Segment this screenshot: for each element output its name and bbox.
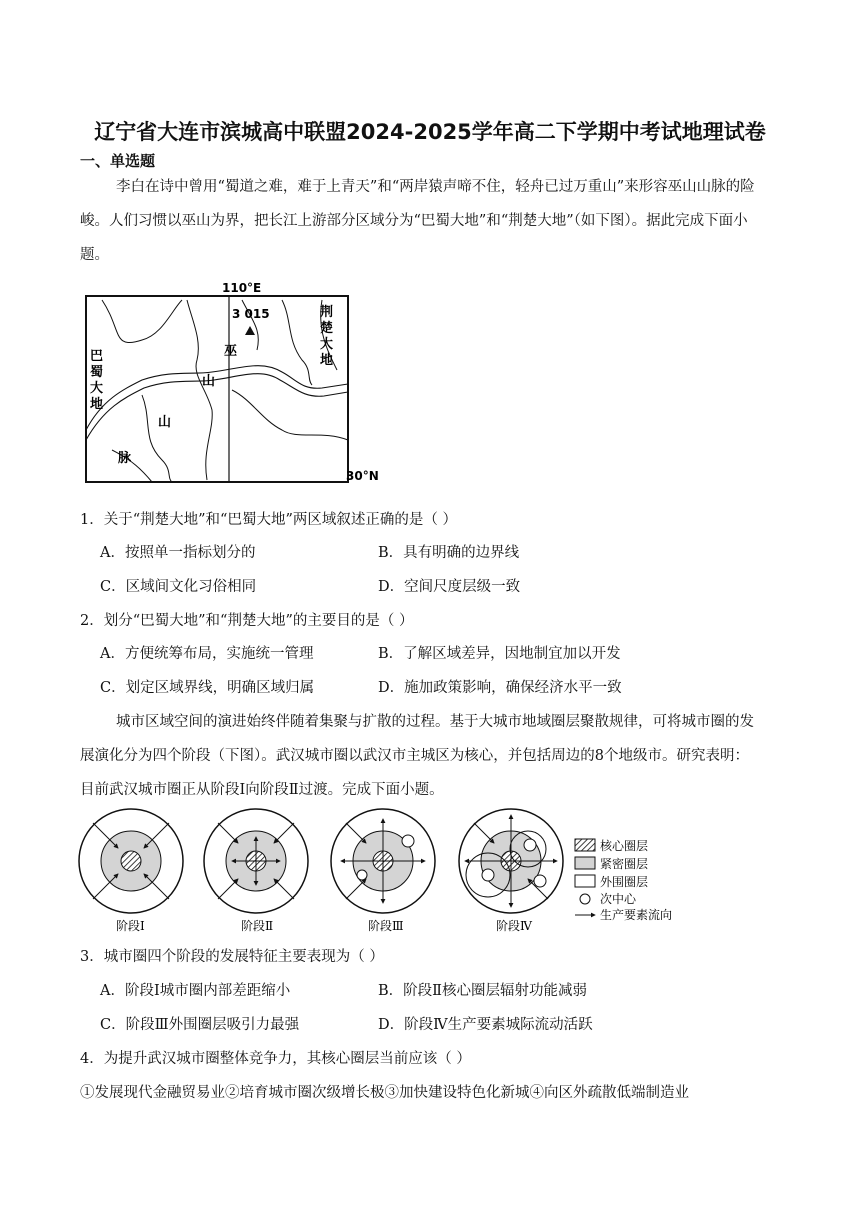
passage-2-line-2: 展演化分为四个阶段（下图）。武汉城市圈以武汉市主城区为核心，并包括周边的8个地级市。研究表明： bbox=[80, 748, 749, 764]
q2-option-d[interactable]: D．施加政策影响，确保经济水平一致 bbox=[378, 680, 622, 696]
q1-option-a[interactable]: A．按照单一指标划分的 bbox=[100, 545, 256, 561]
question-4-stem: 4．为提升武汉城市圈整体竞争力，其核心圈层当前应该（ ） bbox=[80, 1051, 471, 1067]
stage-3-diagram bbox=[331, 809, 435, 913]
stage-1-diagram bbox=[79, 809, 183, 913]
q2-option-b[interactable]: B．了解区域差异，因地制宜加以开发 bbox=[378, 646, 621, 662]
question-3-stem: 3．城市圈四个阶段的发展特征主要表现为（ ） bbox=[80, 949, 384, 965]
stage-4-label: 阶段Ⅳ bbox=[496, 919, 532, 933]
peak-label: 3 015 bbox=[232, 307, 270, 321]
svg-text:巴: 巴 bbox=[90, 349, 104, 364]
svg-text:大: 大 bbox=[90, 381, 104, 396]
stage-2-label: 阶段Ⅱ bbox=[241, 919, 274, 933]
lat-label: 30°N bbox=[346, 469, 379, 483]
right-region-label bbox=[320, 304, 333, 368]
page-title: 辽宁省大连市滨城高中联盟2024-2025学年高二下学期中考试地理试卷 bbox=[94, 120, 766, 144]
mountain-label-3: 山 bbox=[158, 415, 172, 430]
q2-option-a[interactable]: A．方便统筹布局，实施统一管理 bbox=[100, 646, 314, 662]
legend-outer: 外围圈层 bbox=[600, 875, 649, 889]
q1-option-d[interactable]: D．空间尺度层级一致 bbox=[378, 579, 521, 595]
q3-option-d[interactable]: D．阶段Ⅳ生产要素城际流动活跃 bbox=[378, 1017, 593, 1033]
legend-core: 核心圈层 bbox=[600, 839, 649, 853]
wushan-map bbox=[82, 280, 402, 486]
legend-subcenter-swatch bbox=[580, 894, 590, 904]
section-heading: 一、单选题 bbox=[80, 152, 156, 170]
mountain-label-4: 脉 bbox=[118, 451, 132, 466]
stage-3-label: 阶段Ⅲ bbox=[368, 919, 404, 933]
legend-flow: 生产要素流向 bbox=[600, 908, 673, 922]
passage-1-line-3: 题。 bbox=[80, 247, 109, 263]
mountain-label-1: 巫 bbox=[224, 344, 238, 359]
stage-2-diagram bbox=[204, 809, 308, 913]
left-region-label bbox=[90, 349, 103, 412]
q3-option-b[interactable]: B．阶段Ⅱ核心圈层辐射功能减弱 bbox=[378, 983, 588, 999]
question-1-stem: 1．关于“荆楚大地”和“巴蜀大地”两区域叙述正确的是（ ） bbox=[80, 512, 457, 528]
legend-core-swatch bbox=[575, 839, 595, 851]
q1-option-c[interactable]: C．区域间文化习俗相同 bbox=[100, 579, 257, 595]
passage-1 bbox=[80, 170, 780, 272]
passage-2-line-3: 目前武汉城市圈正从阶段Ⅰ向阶段Ⅱ过渡。完成下面小题。 bbox=[80, 782, 444, 798]
legend-close-swatch bbox=[575, 857, 595, 869]
legend-outer-swatch bbox=[575, 875, 595, 887]
stage-4-diagram bbox=[459, 809, 563, 913]
passage-1-line-1: 李白在诗中曾用“蜀道之难，难于上青天”和“两岸猿声啼不住，轻舟已过万重山”来形容巫山山脉的险 bbox=[116, 179, 755, 195]
question-4-items: ①发展现代金融贸易业②培育城市圈次级增长极③加快建设特色化新城④向区外疏散低端制造业 bbox=[80, 1085, 689, 1101]
passage-2-line-1: 城市区域空间的演进始终伴随着集聚与扩散的过程。基于大城市地域圈层聚散规律，可将城市圈的发 bbox=[116, 714, 754, 730]
q1-option-b[interactable]: B．具有明确的边界线 bbox=[378, 545, 520, 561]
mountain-label-2: 山 bbox=[202, 374, 216, 389]
lon-label: 110°E bbox=[222, 281, 262, 295]
legend-close: 紧密圈层 bbox=[600, 857, 649, 871]
svg-text:大: 大 bbox=[320, 337, 334, 352]
stage-1-label: 阶段Ⅰ bbox=[116, 919, 145, 933]
svg-text:地: 地 bbox=[90, 397, 104, 412]
passage-2 bbox=[80, 705, 780, 807]
q2-option-c[interactable]: C．划定区域界线，明确区域归属 bbox=[100, 680, 315, 696]
city-circle-stages-figure bbox=[78, 805, 688, 935]
q3-option-c[interactable]: C．阶段Ⅲ外围圈层吸引力最强 bbox=[100, 1017, 300, 1033]
svg-text:蜀: 蜀 bbox=[90, 365, 104, 380]
question-2-stem: 2．划分“巴蜀大地”和“荆楚大地”的主要目的是（ ） bbox=[80, 613, 414, 629]
svg-text:地: 地 bbox=[320, 353, 334, 368]
q3-option-a[interactable]: A．阶段Ⅰ城市圈内部差距缩小 bbox=[100, 983, 291, 999]
svg-text:荆: 荆 bbox=[320, 305, 334, 320]
legend bbox=[575, 838, 672, 922]
passage-1-line-2: 峻。人们习惯以巫山为界，把长江上游部分区域分为“巴蜀大地”和“荆楚大地”（如下图）。据此完成下面小 bbox=[80, 213, 748, 229]
legend-subcenter: 次中心 bbox=[600, 892, 637, 906]
svg-text:楚: 楚 bbox=[320, 321, 334, 336]
